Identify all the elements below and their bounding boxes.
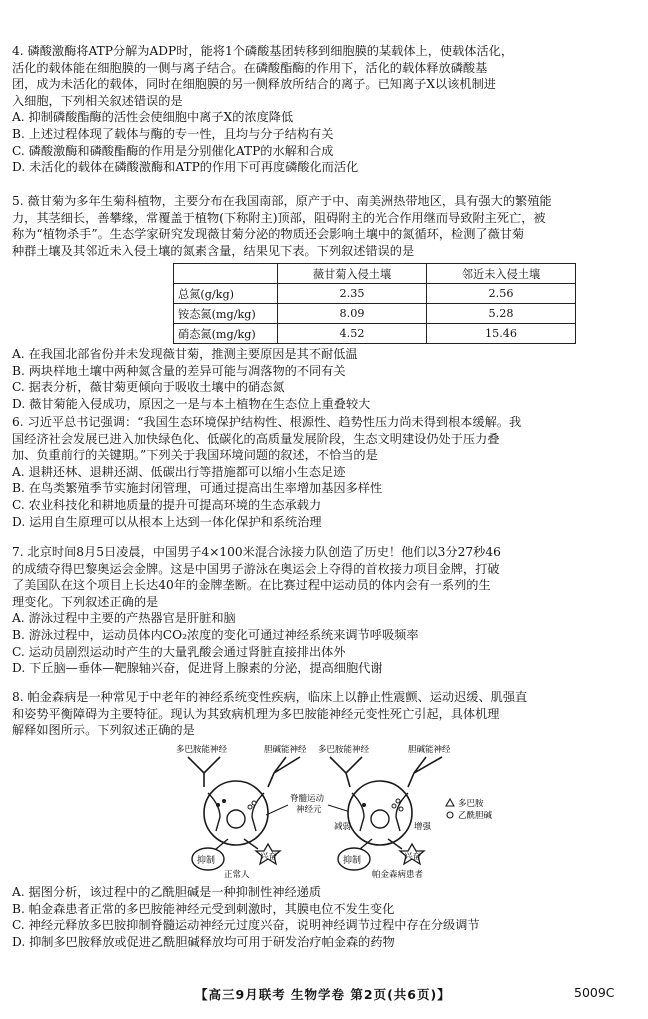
left-cholinergic-axon [268,757,300,787]
question-7 [12,544,628,677]
spinal-motor-neuron-label: 脊髓运动 [290,794,325,804]
q5-stem-line: 称为“植物杀手”。生态学家研究发现薇甘菊分泌的物质还会影响土壤中的氮循环，检测了薇甘菊 [12,227,525,242]
q4-stem-line: 活化的载体能在细胞膜的一侧与离子结合。在磷酸酯酶的作用下，活化的载体释放磷酸基 [12,60,488,75]
right-cholinergic-axon [408,757,442,787]
table-header-cell [174,264,278,284]
parkinson-mechanism-diagram [168,743,508,881]
q8-stem-line: 8. 帕金森病是一种常见于中老年的神经系统变性疾病，临床上以静止性震颤、运动迟缓、肌强直 [12,690,528,704]
q5-option-c: C. 据表分析，薇甘菊更倾向于吸收土壤中的硝态氮 [12,380,285,395]
q8-stem-line: 和姿势平衡障碍为主要特征。现认为其致病机理为多巴胺能神经元变性死亡引起，具体机理 [12,706,500,721]
dopamine-legend-label: 多巴胺 [458,799,484,809]
spinal-motor-neuron-label-2: 神经元 [296,805,322,815]
q8-stem-line: 解释如图所示。下列叙述正确的是 [12,723,195,738]
dopamine-marker [222,799,226,803]
question-4 [12,43,628,176]
q7-stem-line: 的成绩夺得巴黎奥运会金牌。这是中国男子游泳在奥运会上夺得的首枚接力项目金牌，打破 [12,561,500,576]
right-dopamine-neuron-label: 多巴胺能神经 [318,745,370,755]
table-header-cell: 邻近未入侵土壤 [427,264,576,284]
right-dopamine-axon [330,757,362,787]
page-footer [0,985,648,1005]
table-row [174,324,576,344]
q6-stem-line: 加、负重前行的关键期。”下列关于我国环境问题的叙述，不恰当的是 [12,448,378,463]
q7-option-a: A. 游泳过程中主要的产热器官是肝脏和脑 [12,611,236,626]
left-excite-label: 兴奋 [260,852,278,862]
left-caption: 正常人 [224,870,250,880]
table-cell: 总氮(g/kg) [174,284,278,304]
table-cell: 2.35 [278,284,427,304]
acetylcholine-marker [392,804,396,808]
q5-stem-line: 5. 薇甘菊为多年生菊科植物，主要分布在我国南部，原产于中、南美洲热带地区，具有强大的繁殖能 [12,194,552,208]
right-motor-neuron-body [371,810,389,828]
q7-stem-line: 理变化。下列叙述正确的是 [12,594,159,609]
table-cell: 8.09 [278,304,427,324]
footer-text: 【高三9月联考 生物学卷 第2页(共6页)】 [195,987,451,1002]
table-row [174,284,576,304]
question-8 [12,689,628,739]
acetylcholine-marker [248,805,252,809]
table-cell: 铵态氮(mg/kg) [174,304,278,324]
q5-option-a: A. 在我国北部省份并未发现薇甘菊，推测主要原因是其不耐低温 [12,347,358,361]
table-cell: 硝态氮(mg/kg) [174,324,278,344]
q5-stem-line: 种群土壤及其邻近未入侵土壤的氮素含量，结果见下表。下列叙述错误的是 [12,243,415,258]
question-6 [12,414,628,530]
acetylcholine-legend-icon [447,812,453,818]
dopamine-marker [216,803,220,807]
q8-option-b: B. 帕金森患者正常的多巴胺能神经元受到刺激时，其膜电位不发生变化 [12,901,395,916]
left-dopamine-neuron-label: 多巴胺能神经 [176,745,228,755]
q8-options [12,884,628,950]
question-5 [12,193,628,259]
right-caption: 帕金森病患者 [372,870,424,880]
table-cell: 15.46 [427,324,576,344]
right-cholinergic-neuron-label: 胆碱能神经 [408,745,451,755]
right-inhibit-label: 抑制 [343,856,362,866]
acetylcholine-marker [396,799,400,803]
table-header-cell: 薇甘菊入侵土壤 [278,264,427,284]
q8-option-d: D. 抑制多巴胺释放或促进乙酰胆碱释放均可用于研发治疗帕金森的药物 [12,934,395,949]
q4-stem-line: 4. 磷酸激酶将ATP分解为ADP时，能将1个磷酸基团转移到细胞膜的某载体上，使载体活化， [12,44,514,58]
table-row [174,304,576,324]
q8-option-a: A. 据图分析，该过程中的乙酰胆碱是一种抑制性神经递质 [12,885,322,899]
q6-option-c: C. 农业科技化和耕地质量的提升可提高环境的生态承载力 [12,497,322,512]
acetylcholine-marker [252,801,256,805]
q5-option-d: D. 薇甘菊能入侵成功，原因之一是与本土植物在生态位上重叠较大 [12,396,371,411]
nitrogen-table [173,263,576,344]
dopamine-legend-icon [446,799,454,806]
q6-stem-line: 国经济社会发展已进入加快绿色化、低碳化的高质量发展阶段，生态文明建设仍处于压力叠 [12,431,500,446]
q4-option-c: C. 磷酸激酶和磷酸酯酶的作用是分别催化ATP的水解和合成 [12,143,334,158]
q6-option-b: B. 在鸟类繁殖季节实施封闭管理，可通过提高出生率增加基因多样性 [12,481,383,496]
q5-stem-line: 力，其茎细长，善攀缘，常覆盖于植物(下称附主)顶部，阻碍附主的光合作用继而导致附主死亡，被 [12,210,546,225]
acetylcholine-marker [399,807,403,811]
q4-stem-line: 入细胞，下列相关叙述错误的是 [12,93,183,108]
table-cell: 4.52 [278,324,427,344]
q6-stem-line: 6. 习近平总书记强调：“我国生态环境保护结构性、根源性、趋势性压力尚未得到根本缓解。我 [12,415,522,429]
left-motor-neuron-body [227,810,245,828]
q5-option-b: B. 两块样地土壤中两种氮含量的差异可能与凋落物的不同有关 [12,363,346,378]
q5-options [12,346,628,412]
q7-stem-line: 7. 北京时间8月5日凌晨，中国男子4×100米混合泳接力队创造了历史！他们以3分27秒46 [12,545,501,559]
left-inhibit-label: 抑制 [197,856,216,866]
q6-option-a: A. 退耕还林、退耕还湖、低碳出行等措施都可以缩小生态足迹 [12,464,346,479]
reduce-label: 减弱 [334,822,352,832]
q7-option-d: D. 下丘脑—垂体—靶腺轴兴奋，促进肾上腺素的分泌，提高细胞代谢 [12,661,383,676]
table-header-row [174,264,576,284]
q4-option-d: D. 未活化的载体在磷酸激酶和ATP的作用下可再度磷酸化而活化 [12,160,359,175]
right-excite-label: 兴奋 [404,852,422,862]
left-dopamine-axon [188,757,220,787]
dopamine-marker [362,803,366,807]
q7-stem-line: 了美国队在这个项目上长达40年的金牌垄断。在比赛过程中运动员的体内会有一系列的生 [12,578,491,593]
q4-option-a: A. 抑制磷酸酯酶的活性会使细胞中离子X的浓度降低 [12,110,294,125]
q4-stem-line: 团，成为未活化的载体，同时在细胞膜的另一侧释放所结合的离子。已知离子X以该机制进 [12,77,496,92]
q4-option-b: B. 上述过程体现了载体与酶的专一性，且均与分子结构有关 [12,126,334,141]
table-cell: 5.28 [427,304,576,324]
q6-option-d: D. 运用自生原理可以从根本上达到一体化保护和系统治理 [12,514,322,529]
q7-option-b: B. 游泳过程中，运动员体内CO₂浓度的变化可通过神经系统来调节呼吸频率 [12,627,419,642]
left-cholinergic-neuron-label: 胆碱能神经 [264,745,307,755]
paper-code: 5009C [574,985,615,1000]
q7-option-c: C. 运动员剧烈运动时产生的大量乳酸会通过肾脏直接排出体外 [12,644,346,659]
table-cell: 2.56 [427,284,576,304]
q8-option-c: C. 神经元释放多巴胺抑制脊髓运动神经元过度兴奋，说明神经调节过程中存在分级调节 [12,918,480,933]
acetylcholine-legend-label: 乙酰胆碱 [458,811,493,821]
enhance-label: 增强 [414,822,432,832]
